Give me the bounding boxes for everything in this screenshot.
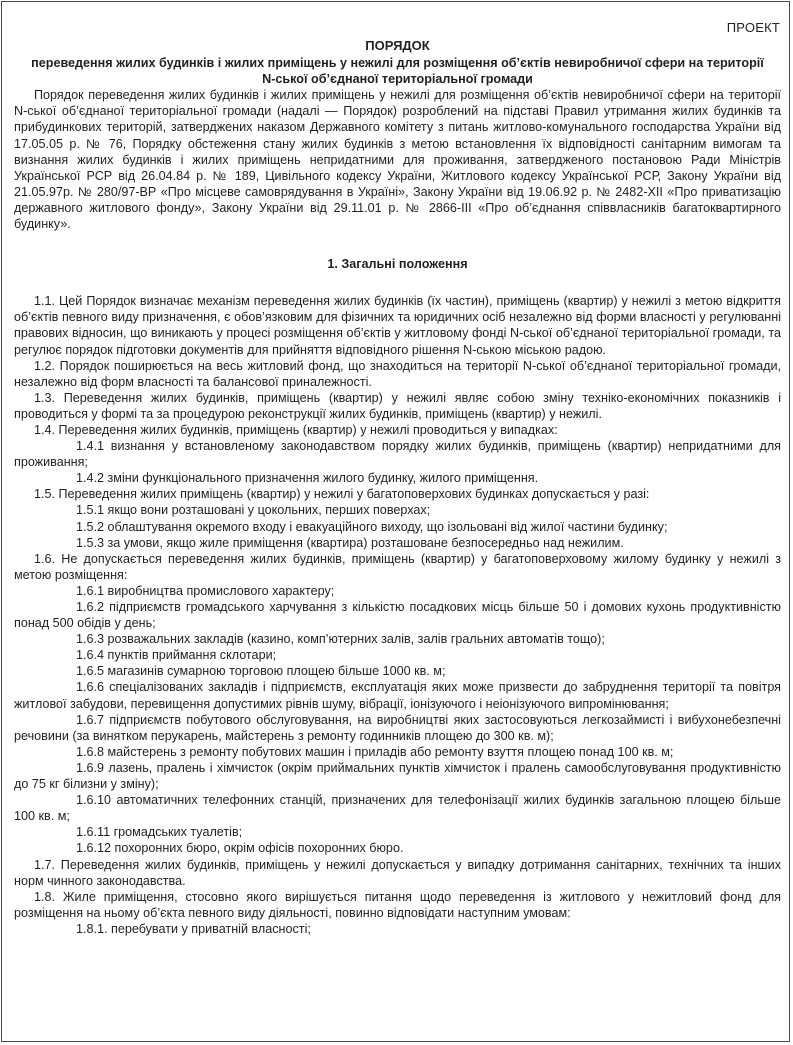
paragraph: 1.1. Цей Порядок визначає механізм переведення жилих будинків (їх частин), приміщень (квартир) у нежилі з метою відкриття об’єктів певного виду призначення, є обов’язковим для фізичних та юридичних осіб незалежно від форми власності у регулюванні правових відносин, що виникають у процесі розміщення об’єктів у житловому фонді N-ської об’єднаної територіальної громади, та регулює порядок підготовки документів для прийняття відповідного рішення N-ською міською радою. xyxy=(14,294,781,357)
sub-paragraph: 1.4.1 визнання у встановленому законодавством порядку жилих будинків, приміщень (квартир) непридатними для проживання; xyxy=(14,439,781,470)
paragraph: 1.2. Порядок поширюється на весь житловий фонд, що знаходиться на території N-ської об’єднаної територіальної громади, незалежно від форм власності та балансової приналежності. xyxy=(14,358,781,389)
draft-stamp: ПРОЕКТ xyxy=(726,20,780,35)
sub-paragraph: 1.5.1 якщо вони розташовані у цокольних, перших поверхах; xyxy=(76,503,431,518)
sub-paragraph: 1.6.11 громадських туалетів; xyxy=(76,825,243,840)
sub-paragraph: 1.6.8 майстерень з ремонту побутових машин і приладів або ремонту взуття площею понад 100 кв. м; xyxy=(76,744,674,759)
document-title: ПОРЯДОК xyxy=(365,38,430,53)
paragraph: 1.3. Переведення жилих будинків, приміщень (квартир) у нежилі являє собою зміну техніко-економічних показників і проводиться у формі та за процедурою реконструкції жилих будинків, приміщень (квартир) у нежилі. xyxy=(14,390,781,421)
section-heading: 1. Загальні положення xyxy=(327,257,468,272)
sub-paragraph: 1.6.6 спеціалізованих закладів і підприємств, експлуатація яких може призвести до забруднення території та повітря житлової забудови, перевищення допустимих рівнів шуму, вібрації, іонізуючого і неіонізуючого випромінювання; xyxy=(14,680,781,711)
sub-paragraph: 1.4.2 зміни функціонального призначення жилого будинку, жилого приміщення. xyxy=(76,471,539,486)
section-body xyxy=(14,293,781,937)
sub-paragraph: 1.6.5 магазинів сумарною торговою площею більше 1000 кв. м; xyxy=(76,664,446,679)
sub-paragraph: 1.5.2 облаштування окремого входу і евакуаційного виходу, що ізольовані від жилої частини будинку; xyxy=(76,519,668,534)
sub-paragraph: 1.6.4 пунктів приймання склотари; xyxy=(76,648,277,663)
document-page xyxy=(1,1,790,1042)
sub-paragraph: 1.6.2 підприємств громадського харчування з кількістю посадкових місць більше 50 і домових кухонь продуктивністю понад 500 обідів у день; xyxy=(14,600,781,631)
document-subtitle: переведення жилих будинків і жилих приміщень у нежилі для розміщення об’єктів невиробничої сфери на території N-ської об’єднаної територіальної громади xyxy=(31,56,764,87)
paragraph: 1.8. Жиле приміщення, стосовно якого вирішується питання щодо переведення із житлового у нежитловий фонд для розміщення на ньому об’єкта певного виду діяльності, повинно відповідати наступним умовам: xyxy=(14,889,781,920)
paragraph: 1.6. Не допускається переведення жилих будинків, приміщень (квартир) у багатоповерховому жилому будинку у нежилі з метою розміщення: xyxy=(14,551,781,582)
sub-paragraph: 1.6.3 розважальних закладів (казино, комп’ютерних залів, залів гральних автоматів тощо); xyxy=(76,632,605,647)
sub-paragraph: 1.6.7 підприємств побутового обслуговування, на виробництві яких застосовуються легкозаймисті і вибухонебезпечні речовини (за винятком перукарень, майстерень з ремонту годинників площею до 300 кв. м); xyxy=(14,712,781,743)
paragraph: 1.4. Переведення жилих будинків, приміщень (квартир) у нежилі проводиться у випадках: xyxy=(34,422,558,437)
preamble-paragraph: Порядок переведення жилих будинків і жилих приміщень у нежилі для розміщення об’єктів невиробничої сфери на території N-ської об’єднаної територіальної громади (надалі — Порядок) розроблений на підставі Правил утримання жилих будинків та прибудинкових територій, затверджених наказом Державного комітету з питань житлово-комунального господарства України від 17.05.05 р. № 76, Порядку обстеження стану жилих будинків з метою встановлення їх відповідності санітарним вимогам та визнання жилих будинків і жилих приміщень непридатними для проживання, затвердженого постановою Ради Міністрів Української РСР від 26.04.84 р. № 189, Цивільного кодексу України, Житлового кодексу Української РСР, Закону України від 21.05.97р. № 280/97-ВР «Про місцеве самоврядування в Україні», Закону України від 19.06.92 р. № 2482-XII «Про приватизацію державного житлового фонду», Закону України від 29.11.01 р. № 2866-III «Про об’єднання співвласників багатоквартирного будинку». xyxy=(14,88,781,232)
sub-paragraph: 1.8.1. перебувати у приватній власності; xyxy=(76,921,311,936)
paragraph: 1.7. Переведення жилих будинків, приміщень у нежилі допускається у випадку дотримання санітарних, технічних та інших норм чинного законодавства. xyxy=(14,857,781,888)
sub-paragraph: 1.6.1 виробництва промислового характеру; xyxy=(76,583,335,598)
sub-paragraph: 1.6.9 лазень, пралень і хімчисток (окрім приймальних пунктів хімчисток і пралень самообслуговування продуктивністю до 75 кг білизни у зміну); xyxy=(14,760,781,792)
sub-paragraph: 1.6.12 похоронних бюро, окрім офісів похоронних бюро. xyxy=(76,841,404,856)
sub-paragraph: 1.5.3 за умови, якщо жиле приміщення (квартира) розташоване безпосередньо над нежилим. xyxy=(76,535,624,550)
sub-paragraph: 1.6.10 автоматичних телефонних станцій, призначених для телефонізації жилих будинків загальною площею більше 100 кв. м; xyxy=(14,793,781,824)
paragraph: 1.5. Переведення жилих приміщень (квартир) у нежилі у багатоповерхових будинках допускається у разі: xyxy=(34,487,650,502)
